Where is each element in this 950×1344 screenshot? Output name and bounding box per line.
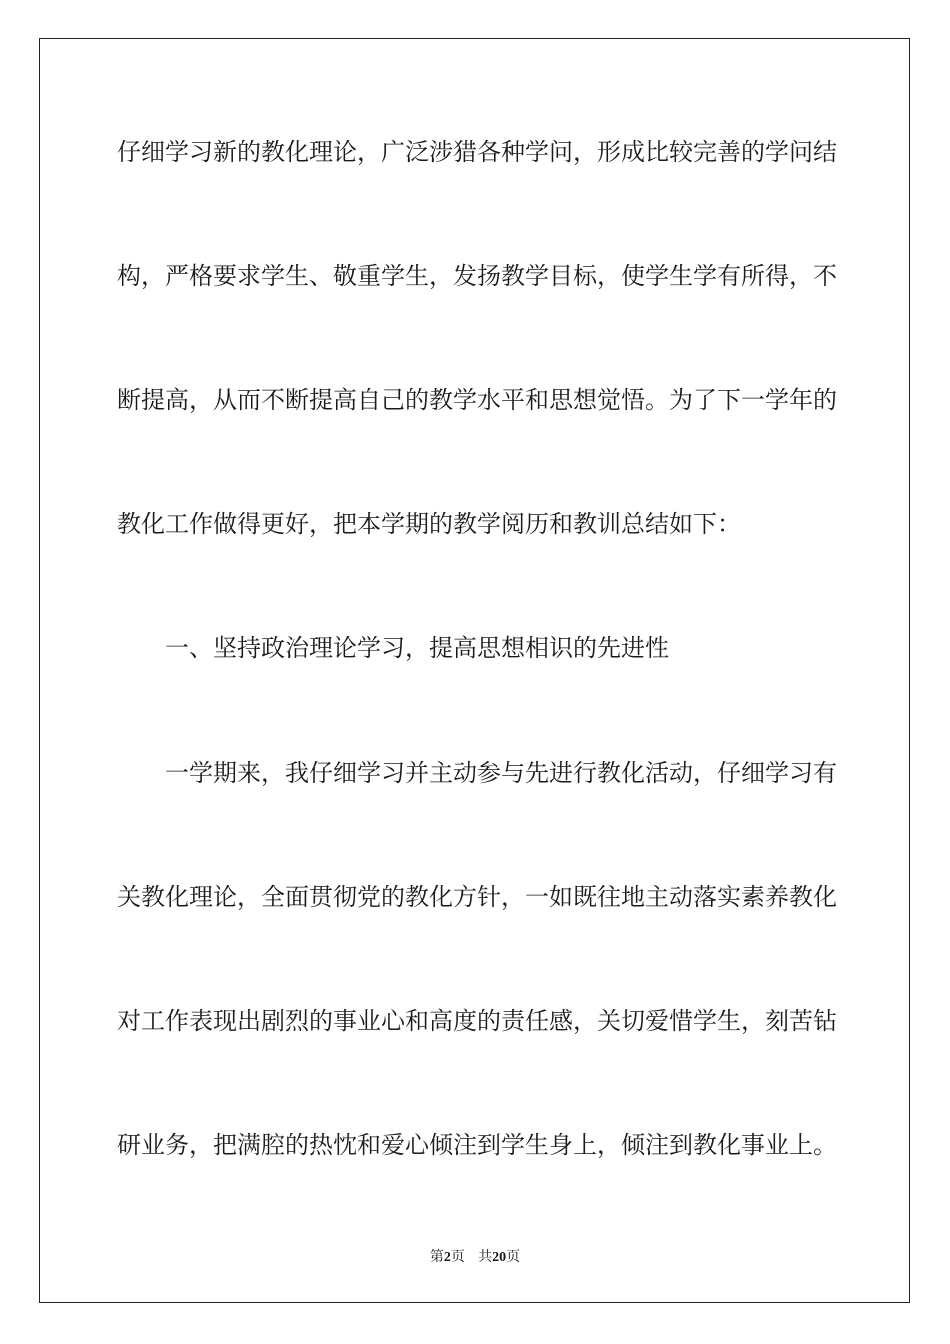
body-line-7: 关教化理论，全面贯彻党的教化方针，一如既往地主动落实素养教化	[117, 883, 837, 911]
page-frame	[39, 38, 910, 1303]
body-line-2: 构，严格要求学生、敬重学生，发扬教学目标，使学生学有所得，不	[117, 262, 837, 290]
body-line-4: 教化工作做得更好，把本学期的教学阅历和教训总结如下：	[117, 510, 741, 538]
footer-page-suffix: 页	[450, 1249, 465, 1265]
section-heading: 一、坚持政治理论学习，提高思想相识的先进性	[165, 634, 669, 662]
footer-total-prefix: 共	[478, 1249, 493, 1265]
footer-total-pages: 20	[492, 1250, 507, 1265]
footer-prefix: 第	[429, 1249, 444, 1265]
page-footer	[0, 1247, 950, 1268]
body-line-1: 仔细学习新的教化理论，广泛涉猎各种学问，形成比较完善的学问结	[117, 138, 837, 166]
body-line-6: 一学期来，我仔细学习并主动参与先进行教化活动，仔细学习有	[165, 759, 837, 787]
body-line-3: 断提高，从而不断提高自己的教学水平和思想觉悟。为了下一学年的	[117, 386, 837, 414]
footer-current-page: 2	[443, 1250, 451, 1265]
body-line-8: 对工作表现出剧烈的事业心和高度的责任感，关切爱惜学生，刻苦钻	[117, 1007, 837, 1035]
footer-total-suffix: 页	[506, 1249, 521, 1265]
body-line-9: 研业务，把满腔的热忱和爱心倾注到学生身上，倾注到教化事业上。	[117, 1131, 837, 1159]
